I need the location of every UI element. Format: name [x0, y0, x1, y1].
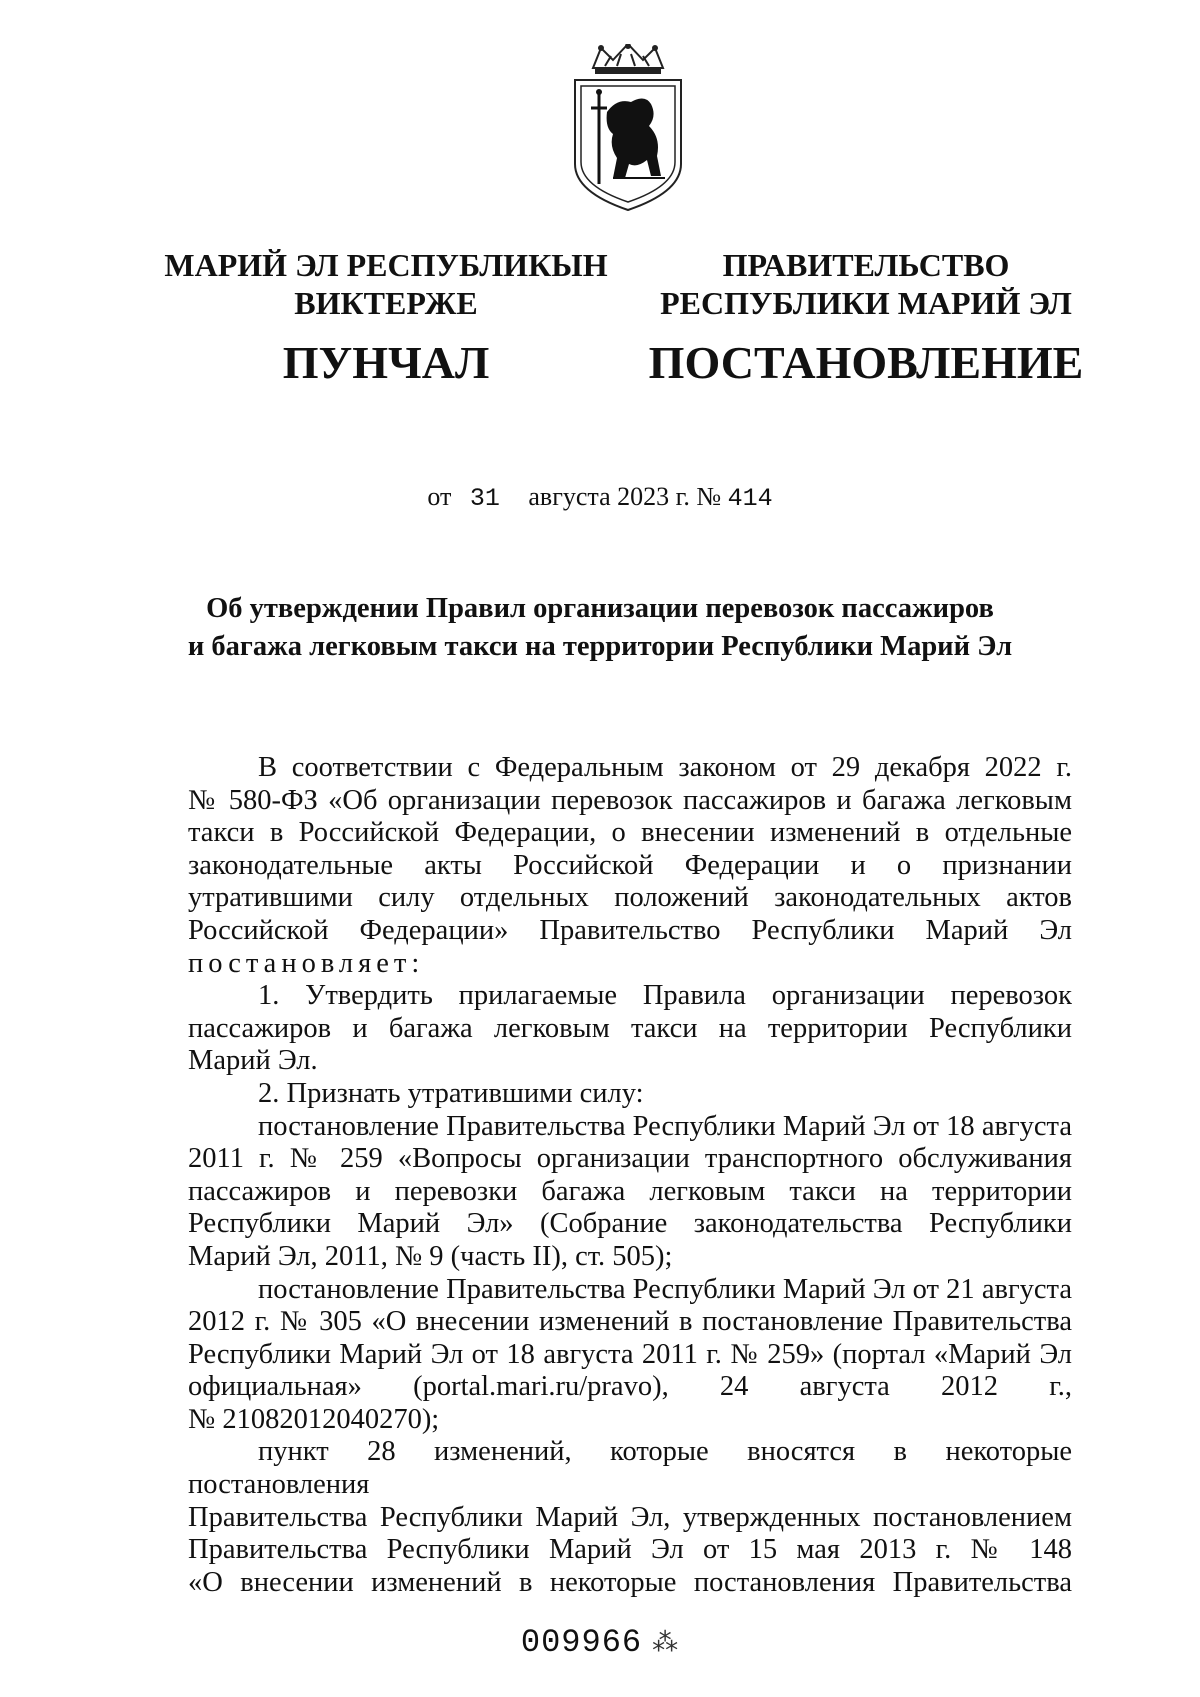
body-line: «О внесении изменений в некоторые постановления Правительства — [188, 1566, 1072, 1598]
header-left-doc-type: ПУНЧАЛ — [282, 337, 490, 388]
header-right-line1: ПРАВИТЕЛЬСТВО — [722, 247, 1010, 283]
body-line: постановление Правительства Республики Марий Эл от 18 августа — [258, 1110, 1072, 1142]
date-day: 31 — [469, 484, 500, 513]
form-serial-number — [0, 1624, 1200, 1661]
body-line: пассажиров и багажа легковым такси на территории Республики — [188, 1012, 1072, 1044]
mari-el-coat-of-arms-icon — [565, 44, 691, 214]
asterism-icon: ⁂ — [652, 1628, 680, 1658]
body-line: Правительства Республики Марий Эл от 15 мая 2013 г. № 148 — [188, 1534, 1072, 1566]
body-line: официальная» (portal.mari.ru/pravo), 24 августа 2012 г., — [188, 1371, 1072, 1403]
header-russian — [606, 246, 1126, 388]
body-line: 1. Утвердить прилагаемые Правила организации перевозок — [258, 980, 1072, 1012]
body-line: пункт 28 изменений, которые вносятся в некоторые постановления — [188, 1436, 1072, 1501]
body-line: Марий Эл. — [188, 1045, 318, 1077]
body-line: 2011 г. № 259 «Вопросы организации транспортного обслуживания — [188, 1143, 1072, 1175]
body-line: постановление Правительства Республики Марий Эл от 21 августа — [258, 1273, 1072, 1305]
body-line: В соответствии с Федеральным законом от 29 декабря 2022 г. — [258, 752, 1072, 783]
document-body — [188, 752, 1072, 1599]
body-line: такси в Российской Федерации, о внесении изменений в отдельные — [188, 817, 1072, 849]
title-line2: и багажа легковым такси на территории Республики Марий Эл — [187, 631, 1013, 662]
document-date-line — [0, 482, 1200, 513]
body-line: Республики Марий Эл» (Собрание законодательства Республики — [188, 1208, 1072, 1240]
body-line: законодательные акты Российской Федерации и о признании — [188, 849, 1072, 881]
header-left-line1: МАРИЙ ЭЛ РЕСПУБЛИКЫН — [164, 247, 608, 283]
body-line: Республики Марий Эл от 18 августа 2011 г. № 259» (портал «Марий Эл — [188, 1338, 1072, 1370]
item2-heading: 2. Признать утратившими силу: — [258, 1077, 644, 1109]
header-left-line2: ВИКТЕРЖЕ — [294, 285, 478, 321]
body-line: № 21082012040270); — [188, 1403, 440, 1435]
serial-number: 009966 — [520, 1624, 643, 1661]
body-line: утратившими силу отдельных положений законодательных актов — [188, 882, 1072, 914]
header-tatar-mari — [126, 246, 646, 388]
date-month-year: августа 2023 г. № — [528, 482, 722, 511]
body-line: № 580-ФЗ «Об организации перевозок пассажиров и багажа легковым — [188, 784, 1072, 816]
body-line: Марий Эл, 2011, № 9 (часть II), ст. 505); — [188, 1240, 673, 1272]
body-line: Правительства Республики Марий Эл, утвержденных постановлением — [188, 1501, 1072, 1533]
header-right-line2: РЕСПУБЛИКИ МАРИЙ ЭЛ — [660, 285, 1072, 321]
body-line: Российской Федерации» Правительство Республики Марий Эл — [188, 914, 1072, 946]
date-prefix: от — [427, 482, 452, 511]
document-number: 414 — [727, 484, 773, 513]
body-line: пассажиров и перевозки багажа легковым такси на территории — [188, 1175, 1072, 1207]
header-right-doc-type: ПОСТАНОВЛЕНИЕ — [648, 337, 1084, 388]
body-line: 2012 г. № 305 «О внесении изменений в постановление Правительства — [188, 1306, 1072, 1338]
document-title — [150, 590, 1050, 666]
title-line1: Об утверждении Правил организации перевозок пассажиров — [206, 593, 994, 624]
decree-word: постановляет: — [188, 947, 425, 979]
